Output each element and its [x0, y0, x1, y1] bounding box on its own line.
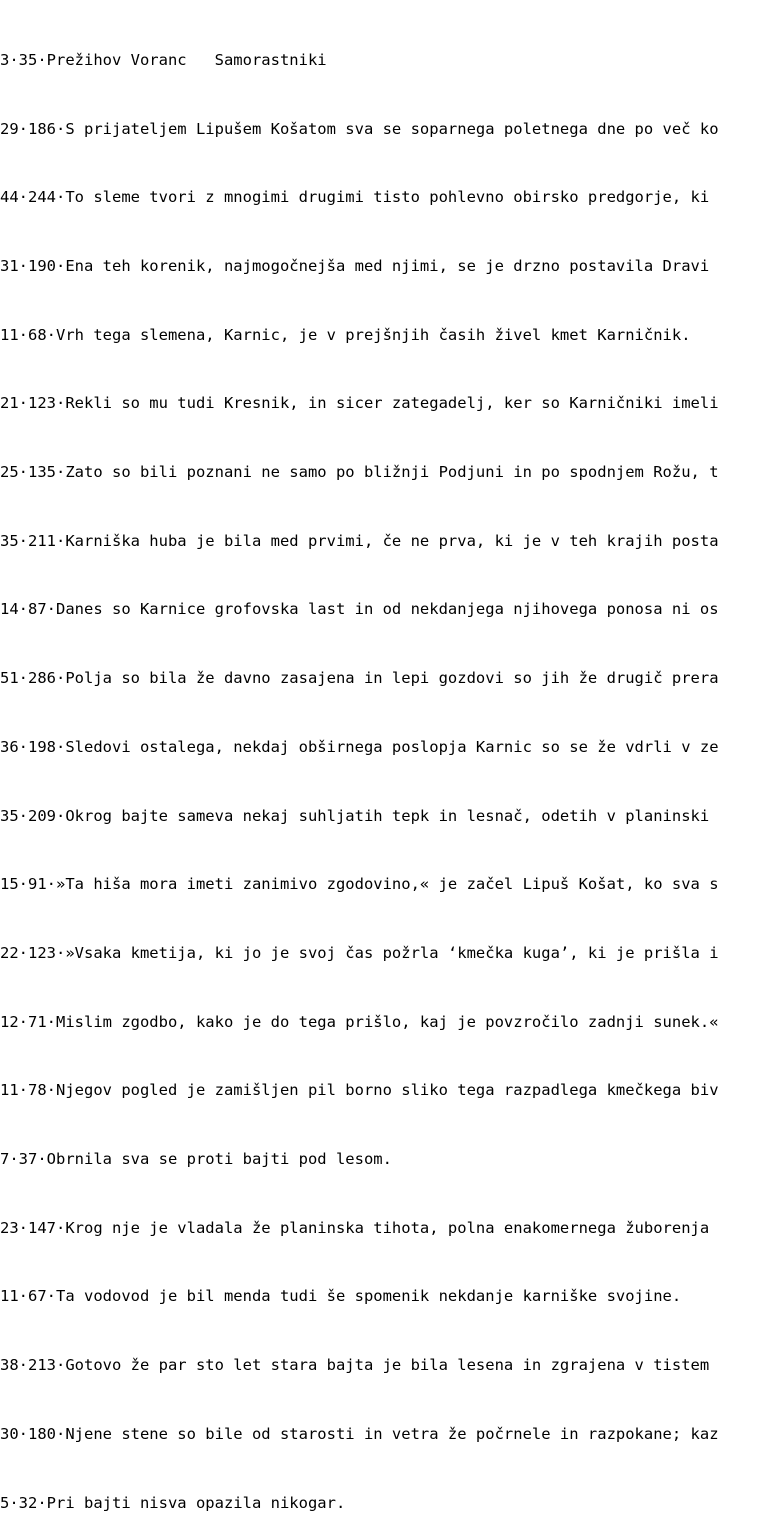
text-line: 11·67·Ta vodovod je bil menda tudi še spomenik nekdanje karniške svojine. [0, 1287, 682, 1306]
text-line: 35·211·Karniška huba je bila med prvimi, če ne prva, ki je v teh krajih posta [0, 531, 719, 550]
text-line: 7·37·Obrnila sva se proti bajti pod lesom. [0, 1150, 392, 1169]
text-line: 23·147·Krog nje je vladala že planinska tihota, polna enakomernega žuborenja [0, 1218, 710, 1237]
text-line: 36·198·Sledovi ostalega, nekdaj obširnega poslopja Karnic so se že vdrli v ze [0, 737, 719, 756]
document-header: 3·35·Prežihov Voranc Samorastniki [0, 50, 327, 69]
text-line: 11·78·Njegov pogled je zamišljen pil borno sliko tega razpadlega kmečkega biv [0, 1081, 719, 1100]
text-line: 12·71·Mislim zgodbo, kako je do tega prišlo, kaj je povzročilo zadnji sunek.« [0, 1012, 719, 1031]
text-line: 15·91·»Ta hiša mora imeti zanimivo zgodovino,« je začel Lipuš Košat, ko sva s [0, 875, 719, 894]
text-line: 51·286·Polja so bila že davno zasajena in lepi gozdovi so jih že drugič prera [0, 669, 719, 688]
text-document [0, 3, 770, 1512]
text-line: 30·180·Njene stene so bile od starosti in vetra že počrnele in razpokane; kaz [0, 1424, 719, 1443]
text-line: 11·68·Vrh tega slemena, Karnic, je v prejšnjih časih živel kmet Karničnik. [0, 325, 691, 344]
text-line: 14·87·Danes so Karnice grofovska last in od nekdanjega njihovega ponosa ni os [0, 600, 719, 619]
text-line: 21·123·Rekli so mu tudi Kresnik, in sicer zategadelj, ker so Karničniki imeli [0, 394, 719, 413]
text-line: 25·135·Zato so bili poznani ne samo po bližnji Podjuni in po spodnjem Rožu, t [0, 463, 719, 482]
text-line: 35·209·Okrog bajte sameva nekaj suhljatih tepk in lesnač, odetih v planinski [0, 806, 710, 825]
text-line: 5·32·Pri bajti nisva opazila nikogar. [0, 1493, 346, 1512]
text-line: 31·190·Ena teh korenik, najmogočnejša med njimi, se je drzno postavila Dravi [0, 256, 710, 275]
text-line: 44·244·To sleme tvori z mnogimi drugimi tisto pohlevno obirsko predgorje, ki [0, 188, 710, 207]
text-line: 38·213·Gotovo že par sto let stara bajta je bila lesena in zgrajena v tistem [0, 1356, 710, 1375]
text-line: 29·186·S prijateljem Lipušem Košatom sva se soparnega poletnega dne po več ko [0, 119, 719, 138]
text-line: 22·123·»Vsaka kmetija, ki jo je svoj čas požrla ‘kmečka kuga’, ki je prišla i [0, 943, 719, 962]
